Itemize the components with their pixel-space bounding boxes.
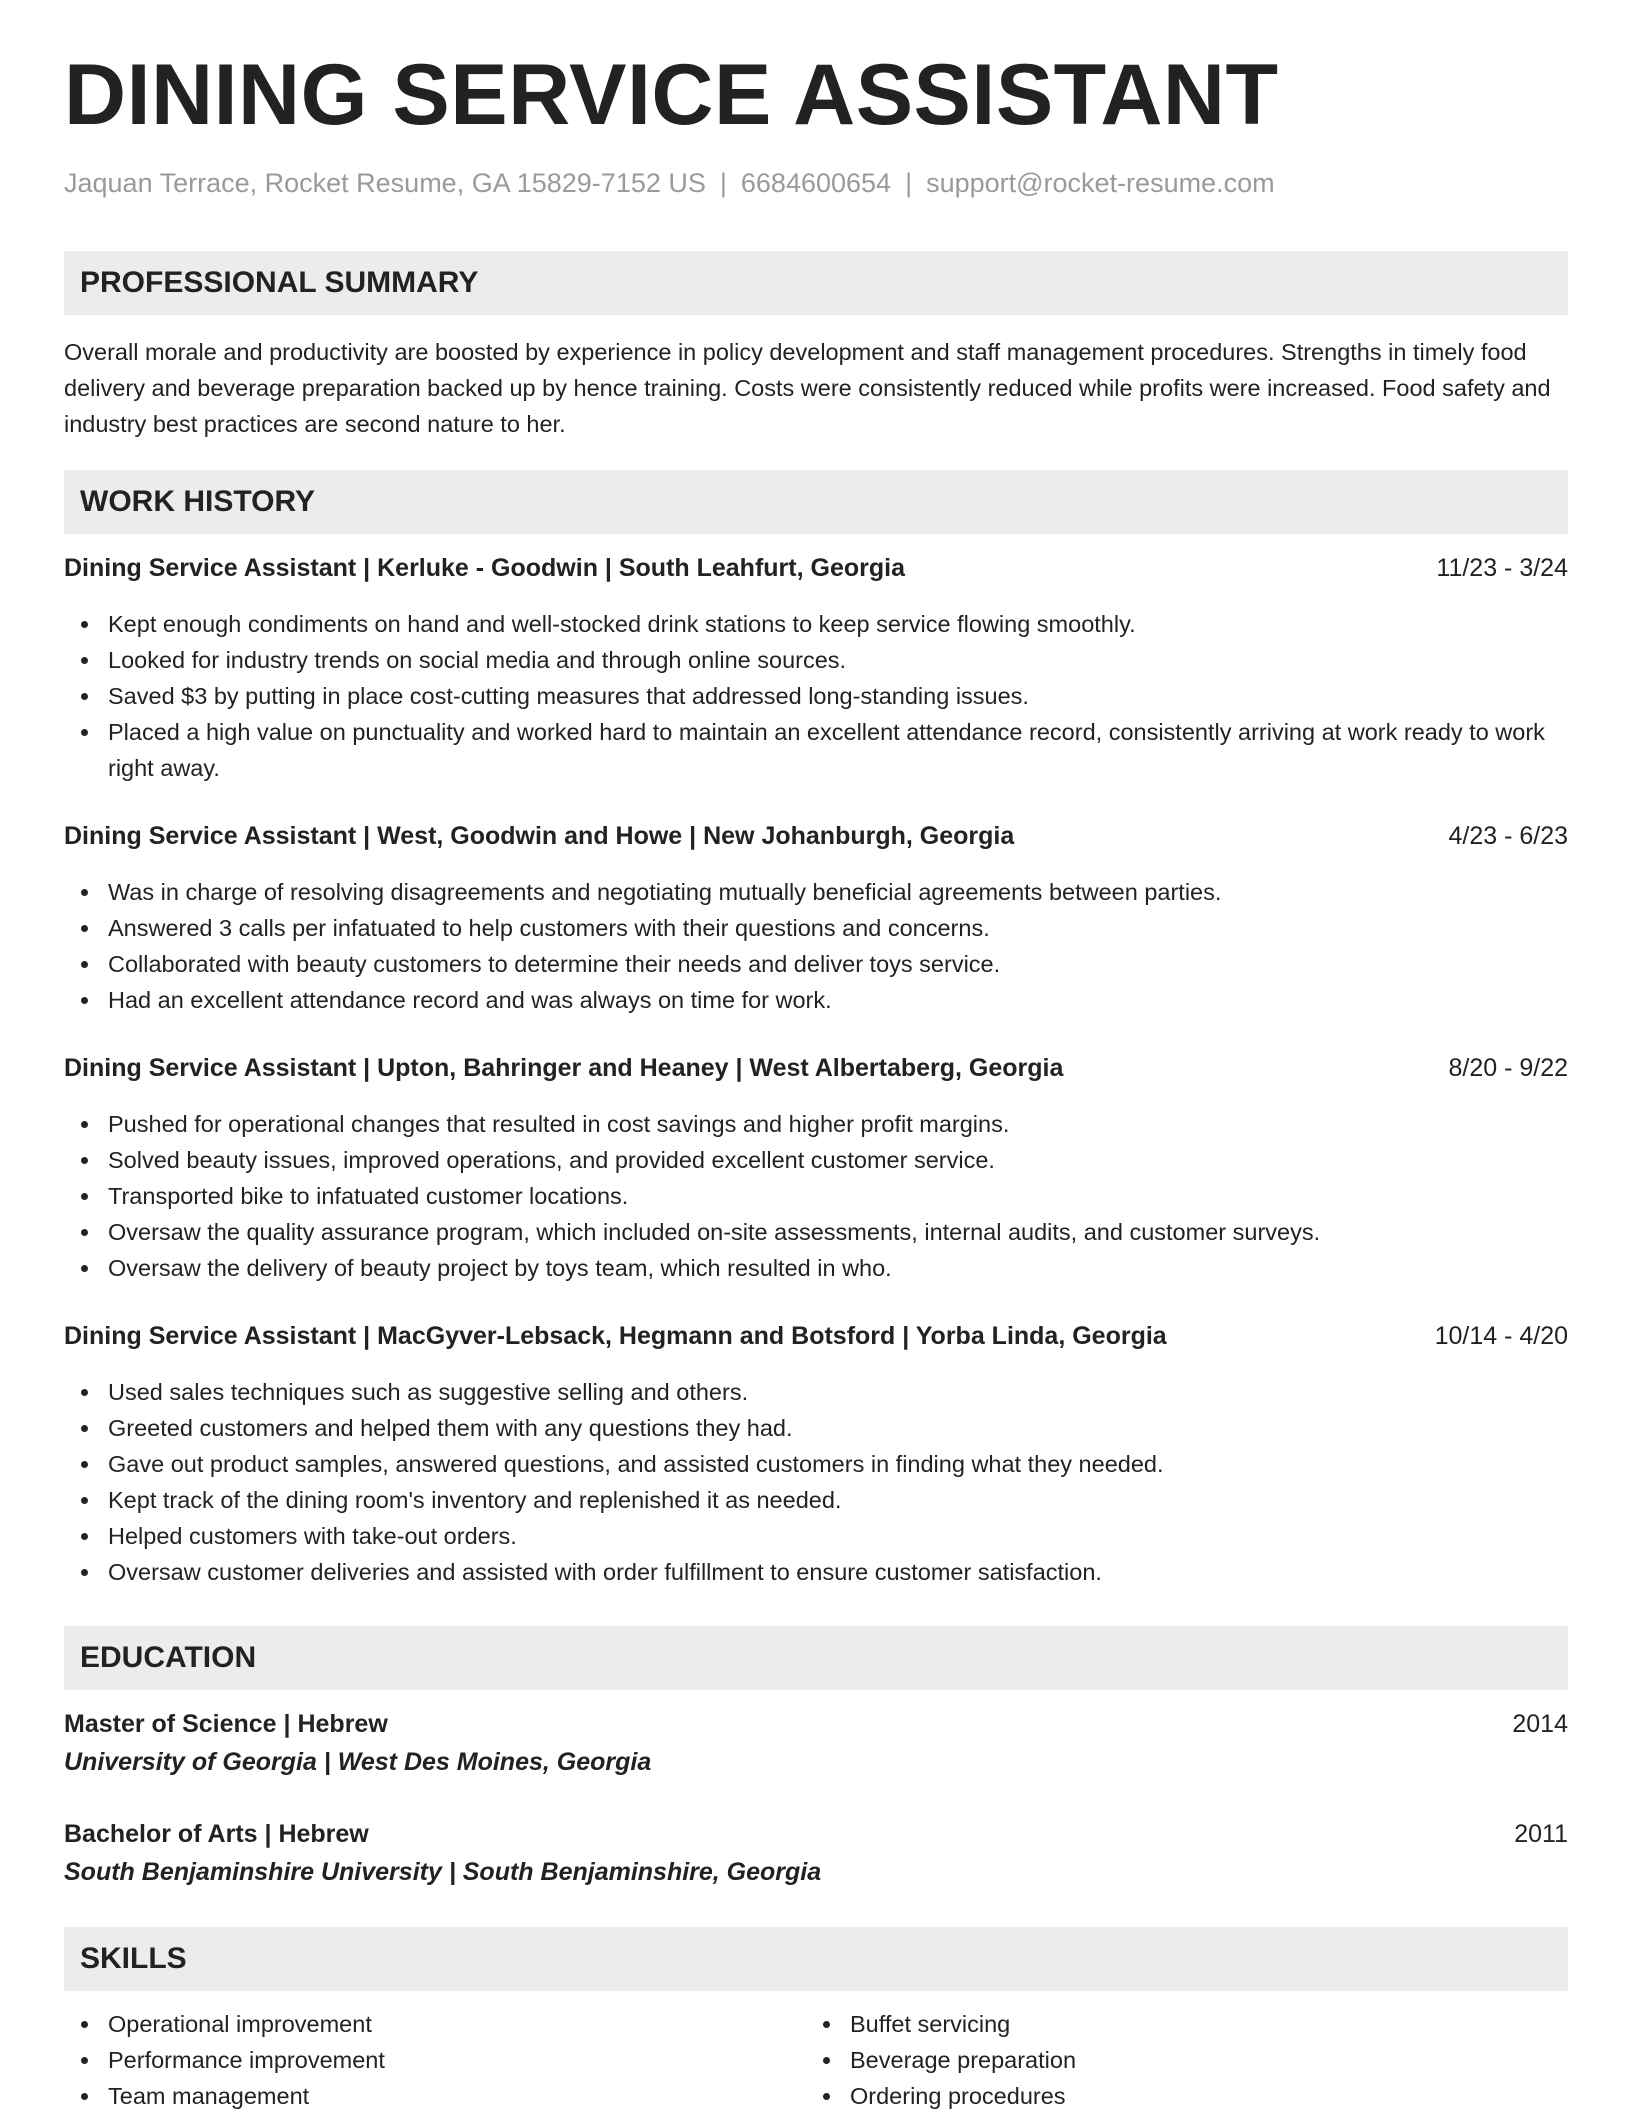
education-entry — [64, 1820, 1568, 1887]
list-item: Team management — [108, 2078, 806, 2114]
education-year: 2014 — [1512, 1710, 1568, 1738]
education-entry — [64, 1710, 1568, 1777]
list-item: Saved $3 by putting in place cost-cutting measures that addressed long-standing issues. — [108, 678, 1568, 714]
contact-separator: | — [905, 168, 913, 198]
list-item: Oversaw the quality assurance program, which included on-site assessments, internal audits, and customer surveys. — [108, 1214, 1568, 1250]
list-item: Helped customers with take-out orders. — [108, 1518, 1568, 1554]
list-item: Buffet servicing — [850, 2006, 1548, 2042]
list-item: Gave out product samples, answered questions, and assisted customers in finding what they needed. — [108, 1446, 1568, 1482]
contact-line — [64, 168, 1275, 199]
job-header — [64, 1054, 1568, 1090]
list-item: Transported bike to infatuated customer locations. — [108, 1178, 1568, 1214]
education-year: 2011 — [1514, 1820, 1568, 1848]
list-item: Kept enough condiments on hand and well-stocked drink stations to keep service flowing smoothly. — [108, 606, 1568, 642]
list-item: Placed a high value on punctuality and worked hard to maintain an excellent attendance record, consistently arriving at work ready to work right away. — [108, 714, 1568, 786]
list-item: Oversaw the delivery of beauty project by toys team, which resulted in who. — [108, 1250, 1568, 1286]
list-item: Answered 3 calls per infatuated to help customers with their questions and concerns. — [108, 910, 1568, 946]
list-item: Oversaw customer deliveries and assisted with order fulfillment to ensure customer satisfaction. — [108, 1554, 1568, 1590]
list-item: Was in charge of resolving disagreements and negotiating mutually beneficial agreements between parties. — [108, 874, 1568, 910]
contact-email: support@rocket-resume.com — [926, 168, 1275, 198]
contact-address: Jaquan Terrace, Rocket Resume, GA 15829-7152 US — [64, 168, 706, 198]
section-header-summary: PROFESSIONAL SUMMARY — [64, 251, 1568, 315]
list-item: Greeted customers and helped them with any questions they had. — [108, 1410, 1568, 1446]
job-header — [64, 1322, 1568, 1358]
list-item: Pushed for operational changes that resulted in cost savings and higher profit margins. — [108, 1106, 1568, 1142]
section-header-education: EDUCATION — [64, 1626, 1568, 1690]
summary-text: Overall morale and productivity are boosted by experience in policy development and staff management procedures. Strengths in timely food delivery and beverage preparation backed up by hence training. Costs were consistently reduced while profits were increased. Food safety and industry best practices are second nature to her. — [64, 339, 1551, 437]
section-header-skills: SKILLS — [64, 1927, 1568, 1991]
skills-column-right — [806, 2006, 1548, 2114]
job-title: Dining Service Assistant | MacGyver-Lebsack, Hegmann and Botsford | Yorba Linda, Georgia — [64, 1322, 1167, 1350]
contact-phone: 6684600654 — [740, 168, 892, 198]
skills-column-left — [64, 2006, 806, 2114]
job-entry — [64, 1322, 1568, 1590]
job-title: Dining Service Assistant | Upton, Bahringer and Heaney | West Albertaberg, Georgia — [64, 1054, 1064, 1082]
list-item: Had an excellent attendance record and was always on time for work. — [108, 982, 1568, 1018]
contact-separator: | — [719, 168, 727, 198]
job-bullets — [64, 1106, 1568, 1286]
job-dates: 10/14 - 4/20 — [1434, 1322, 1568, 1350]
list-item: Ordering procedures — [850, 2078, 1548, 2114]
skills-list — [64, 2006, 1568, 2114]
job-bullets — [64, 874, 1568, 1018]
job-dates: 4/23 - 6/23 — [1448, 822, 1568, 850]
job-bullets — [64, 1374, 1568, 1590]
job-entry — [64, 554, 1568, 786]
list-item: Collaborated with beauty customers to determine their needs and deliver toys service. — [108, 946, 1568, 982]
job-dates: 8/20 - 9/22 — [1448, 1054, 1568, 1082]
list-item: Beverage preparation — [850, 2042, 1548, 2078]
job-entry — [64, 1054, 1568, 1286]
education-header — [64, 1820, 1568, 1856]
education-school: South Benjaminshire University | South Benjaminshire, Georgia — [64, 1858, 822, 1886]
candidate-title: DINING SERVICE ASSISTANT — [64, 47, 1279, 143]
section-header-work-history: WORK HISTORY — [64, 470, 1568, 534]
education-degree: Bachelor of Arts | Hebrew — [64, 1820, 369, 1848]
education-header — [64, 1710, 1568, 1746]
job-header — [64, 822, 1568, 858]
list-item: Operational improvement — [108, 2006, 806, 2042]
job-title: Dining Service Assistant | West, Goodwin and Howe | New Johanburgh, Georgia — [64, 822, 1015, 850]
list-item: Solved beauty issues, improved operations, and provided excellent customer service. — [108, 1142, 1568, 1178]
job-dates: 11/23 - 3/24 — [1436, 554, 1568, 582]
list-item: Kept track of the dining room's inventory and replenished it as needed. — [108, 1482, 1568, 1518]
job-entry — [64, 822, 1568, 1018]
job-header — [64, 554, 1568, 590]
education-degree: Master of Science | Hebrew — [64, 1710, 388, 1738]
list-item: Used sales techniques such as suggestive selling and others. — [108, 1374, 1568, 1410]
list-item: Performance improvement — [108, 2042, 806, 2078]
job-bullets — [64, 606, 1568, 786]
list-item: Looked for industry trends on social media and through online sources. — [108, 642, 1568, 678]
job-title: Dining Service Assistant | Kerluke - Goodwin | South Leahfurt, Georgia — [64, 554, 905, 582]
education-school: University of Georgia | West Des Moines, Georgia — [64, 1748, 652, 1776]
